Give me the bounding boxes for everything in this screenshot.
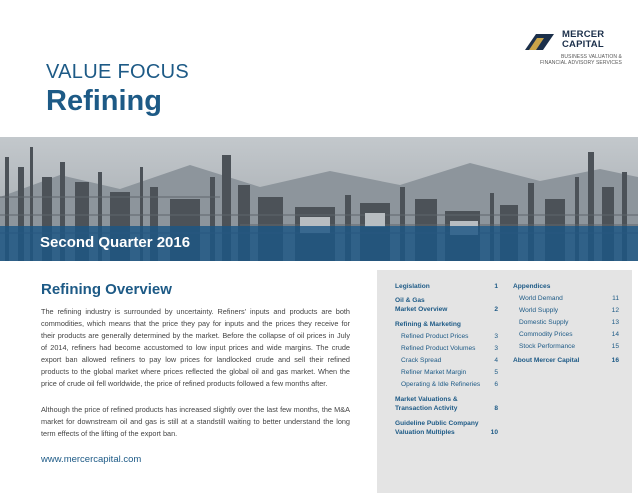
toc-item-stock-performance[interactable]: Stock Performance [519, 343, 576, 350]
toc-page-operating-idle-refineries: 6 [494, 381, 498, 388]
brand-tagline [522, 54, 622, 66]
toc-page-refiner-market-margin: 5 [494, 369, 498, 376]
toc-page-refined-product-volumes: 3 [494, 345, 498, 352]
brand-tagline-line1: BUSINESS VALUATION & [561, 54, 622, 60]
toc-item-crack-spread[interactable]: Crack Spread [401, 357, 442, 364]
mercer-capital-logo[interactable] [522, 30, 622, 70]
toc-item-world-demand[interactable]: World Demand [519, 295, 563, 302]
report-kicker: VALUE FOCUS [46, 61, 189, 83]
toc-item-refiner-market-margin[interactable]: Refiner Market Margin [401, 369, 467, 376]
toc-item-refined-product-volumes[interactable]: Refined Product Volumes [401, 345, 476, 352]
overview-paragraph-1: The refining industry is surrounded by uncertainty. Refiners' inputs and products are both commodities, which means that the price they pay for inputs and the prices they receive for their products are generally determined by the market. Before the collapse of oil prices in July of 2014, refiners had become accustomed to low input prices and wide margins. The crude export ban allowed refiners to pay low prices for landlocked crude and sell their refined products to the global market where prices reflected the global oil and gas market. When the price of crude oil fell worldwide, the price of refined products followed a few months after. [41, 307, 350, 388]
toc-page-transaction-activity: 8 [494, 405, 498, 412]
toc-item-refining-marketing[interactable]: Refining & Marketing [395, 321, 461, 328]
toc-item-oil-gas[interactable]: Oil & Gas [395, 297, 425, 304]
toc-page-about-mercer-capital: 16 [611, 357, 619, 364]
toc-page-crack-spread: 4 [494, 357, 498, 364]
report-title: Refining [46, 85, 162, 117]
brand-name-line1: MERCER [562, 29, 605, 40]
toc-page-world-supply: 12 [611, 307, 619, 314]
toc-item-appendices[interactable]: Appendices [513, 283, 551, 290]
section-heading: Refining Overview [41, 281, 172, 298]
toc-item-commodity-prices[interactable]: Commodity Prices [519, 331, 573, 338]
toc-item-legislation[interactable]: Legislation [395, 283, 430, 290]
brand-name-line2: CAPITAL [562, 39, 604, 50]
toc-item-valuation-multiples[interactable]: Valuation Multiples [395, 429, 455, 436]
toc-item-domestic-supply[interactable]: Domestic Supply [519, 319, 569, 326]
toc-item-operating-idle-refineries[interactable]: Operating & Idle Refineries [401, 381, 481, 388]
toc-item-market-valuations[interactable]: Market Valuations & [395, 396, 458, 403]
toc-item-refined-product-prices[interactable]: Refined Product Prices [401, 333, 469, 340]
overview-paragraph-2: Although the price of refined products has increased slightly over the last few months, the M&A market for downstream oil and gas is still at a standstill waiting to better understand the long term effects of the lifting of the export ban. [41, 405, 350, 438]
toc-page-market-overview: 2 [494, 306, 498, 313]
website-link[interactable]: www.mercercapital.com [41, 454, 142, 465]
toc-page-legislation: 1 [494, 283, 498, 290]
toc-item-world-supply[interactable]: World Supply [519, 307, 559, 314]
toc-page-domestic-supply: 13 [611, 319, 619, 326]
table-of-contents [377, 270, 632, 493]
toc-item-market-overview[interactable]: Market Overview [395, 306, 448, 313]
toc-page-refined-product-prices: 3 [494, 333, 498, 340]
toc-page-valuation-multiples: 10 [490, 429, 498, 436]
toc-item-transaction-activity[interactable]: Transaction Activity [395, 405, 458, 412]
toc-item-about-mercer-capital[interactable]: About Mercer Capital [513, 357, 580, 364]
toc-page-stock-performance: 15 [611, 343, 619, 350]
toc-page-world-demand: 11 [612, 295, 619, 302]
report-period: Second Quarter 2016 [40, 234, 191, 251]
toc-page-commodity-prices: 14 [611, 331, 619, 338]
logo-mark-icon [522, 31, 556, 51]
brand-tagline-line2: FINANCIAL ADVISORY SERVICES [540, 60, 622, 66]
brand-name [562, 30, 604, 50]
toc-item-guideline-public-company[interactable]: Guideline Public Company [395, 420, 479, 427]
